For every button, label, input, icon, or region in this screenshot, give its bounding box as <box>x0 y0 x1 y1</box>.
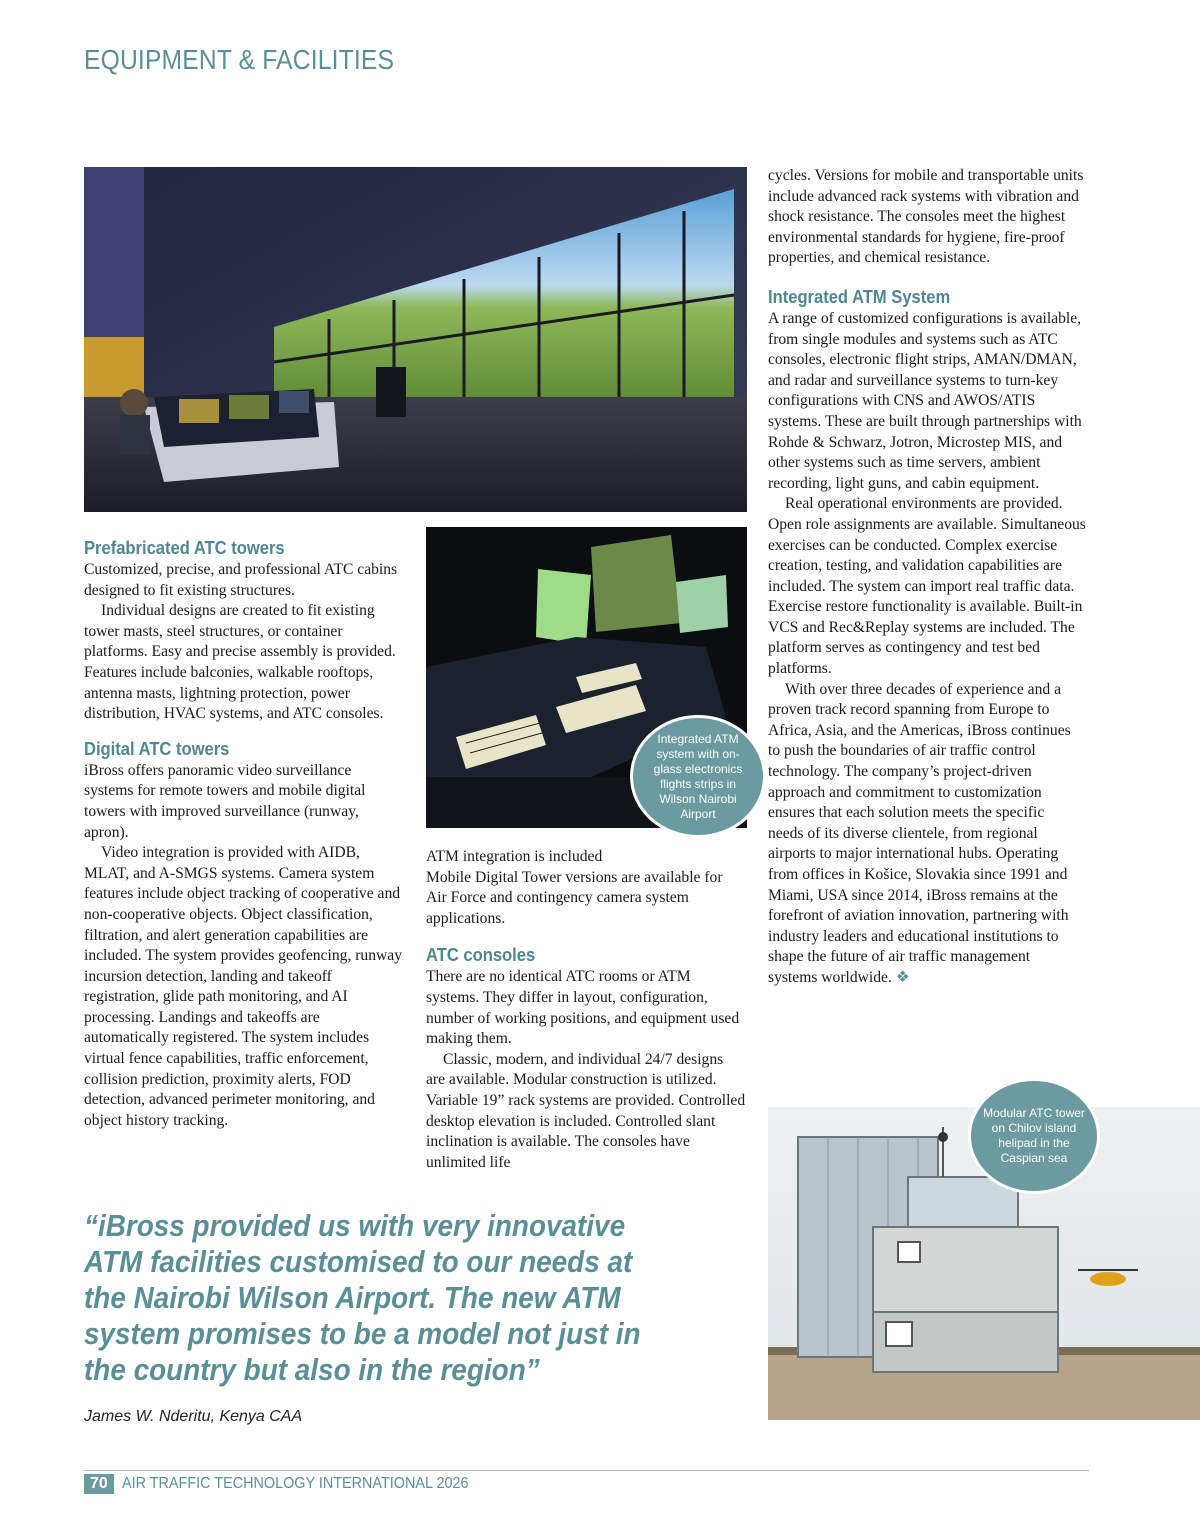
mobile-tower-line: Mobile Digital Tower versions are available for Air Force and contingency camera system applications. <box>426 868 723 927</box>
atm-system-paragraph-2: Real operational environments are provided. Open role assignments are available. Simultaneous exercises can be conducted. Complex exercise creation, testing, and validation capabilities are included. The system can import real traffic data. Exercise restore functionality is available. Built-in VCS and Rec&Replay systems are included. The platform serves as contingency and test bed platforms. <box>768 495 1086 678</box>
footer-divider <box>84 1470 1089 1471</box>
section-label: EQUIPMENT & FACILITIES <box>84 44 395 75</box>
digital-paragraph-2: Video integration is provided with AIDB, MLAT, and A-SMGS systems. Camera system features include object tracking of cooperative and non-cooperative objects. Object classification, filtration, and alert generation capabilities are included. The system provides geofencing, runway incursion detection, landing and takeoff registration, glide path monitoring, and AI processing. Landings and takeoffs are automatically registered. The system includes virtual fence capabilities, traffic enforcement, collision prediction, proximity alerts, FOD detection, advanced perimeter monitoring, and object history tracking. <box>84 844 403 1129</box>
consoles-paragraph-1: There are no identical ATC rooms or ATM systems. They differ in layout, configuration, number of working positions, and equipment used making them. <box>426 968 740 1048</box>
prefab-paragraph-2: Individual designs are created to fit existing tower masts, steel structures, or container platforms. Easy and precise assembly is provided. Features include balconies, walkable rooftops, antenna masts, lightning protection, power distribution, HVAC systems, and ATC consoles. <box>84 602 396 723</box>
prefab-paragraph-1: Customized, precise, and professional ATC cabins designed to fit existing structures. <box>84 561 398 599</box>
left-column <box>84 536 404 1131</box>
consoles-heading: ATC consoles <box>426 945 536 966</box>
quote-attribution: James W. Nderitu, Kenya CAA <box>84 1408 303 1425</box>
page-number: 70 <box>84 1474 114 1494</box>
control-room-photo <box>84 167 747 512</box>
digital-heading: Digital ATC towers <box>84 738 230 759</box>
atm-system-paragraph-1: A range of customized configurations is available, from single modules and systems such as ATC consoles, electronic flight strips, AMAN/DMAN, and radar and surveillance systems to turn-key configurations with CNS and AWOS/ATIS systems. These are built through partnerships with Rohde & Schwarz, Jotron, Microstep MIS, and other systems such as time servers, ambient recording, light guns, and cabin equipment. <box>768 309 1082 492</box>
publication-title: AIR TRAFFIC TECHNOLOGY INTERNATIONAL 2026 <box>121 1475 469 1492</box>
consoles-paragraph-2: Classic, modern, and individual 24/7 designs are available. Modular construction is utilized. Variable 19” rack systems are provided. Controlled desktop elevation is included. Controlled slant inclination is available. The consoles have unlimited life <box>426 1050 746 1171</box>
atm-photo-caption <box>630 715 766 838</box>
end-mark-icon: ❖ <box>895 968 910 986</box>
atm-system-paragraph-3 <box>768 680 1080 989</box>
closing-paragraph-text: With over three decades of experience and a proven track record spanning from Europe to Africa, Asia, and the Americas, iBross continues to push the boundaries of air traffic control technology. The company’s project-driven approach and commitment to customization ensures that each solution meets the specific needs of its diverse clientele, from regional airports to major international hubs. Operating from offices in Košice, Slovakia since 1991 and Miami, USA since 2014, iBross remains at the forefront of aviation innovation, partnering with industry leaders and educational institutions to shape the future of air traffic management systems worldwide. <box>768 680 1071 986</box>
tower-caption-text: Modular ATC tower on Chilov island helipad in the Caspian sea <box>983 1106 1085 1165</box>
atm-system-heading: Integrated ATM System <box>768 286 951 307</box>
middle-column <box>426 847 746 1173</box>
digital-paragraph-1: iBross offers panoramic video surveillance systems for remote towers and mobile digital towers with improved surveillance (runway, apron). <box>84 761 366 841</box>
page-footer <box>84 1472 507 1496</box>
atm-integration-line: ATM integration is included <box>426 848 603 865</box>
pull-quote: “iBross provided us with very innovative ATM facilities customised to our needs at the Nairobi Wilson Airport. The new ATM system promises to be a model not just in the country but also in the region” <box>84 1208 641 1387</box>
control-room-illustration <box>84 167 747 512</box>
right-column <box>768 166 1090 989</box>
tower-photo-caption <box>968 1078 1100 1194</box>
prefab-heading: Prefabricated ATC towers <box>84 538 285 558</box>
consoles-continued: cycles. Versions for mobile and transportable units include advanced rack systems with vibration and shock resistance. The consoles meet the highest environmental standards for hygiene, fire-proof properties, and chemical resistance. <box>768 167 1084 267</box>
atm-caption-text: Integrated ATM system with on-glass electronics flights strips in Wilson Nairobi Airport <box>653 731 743 821</box>
